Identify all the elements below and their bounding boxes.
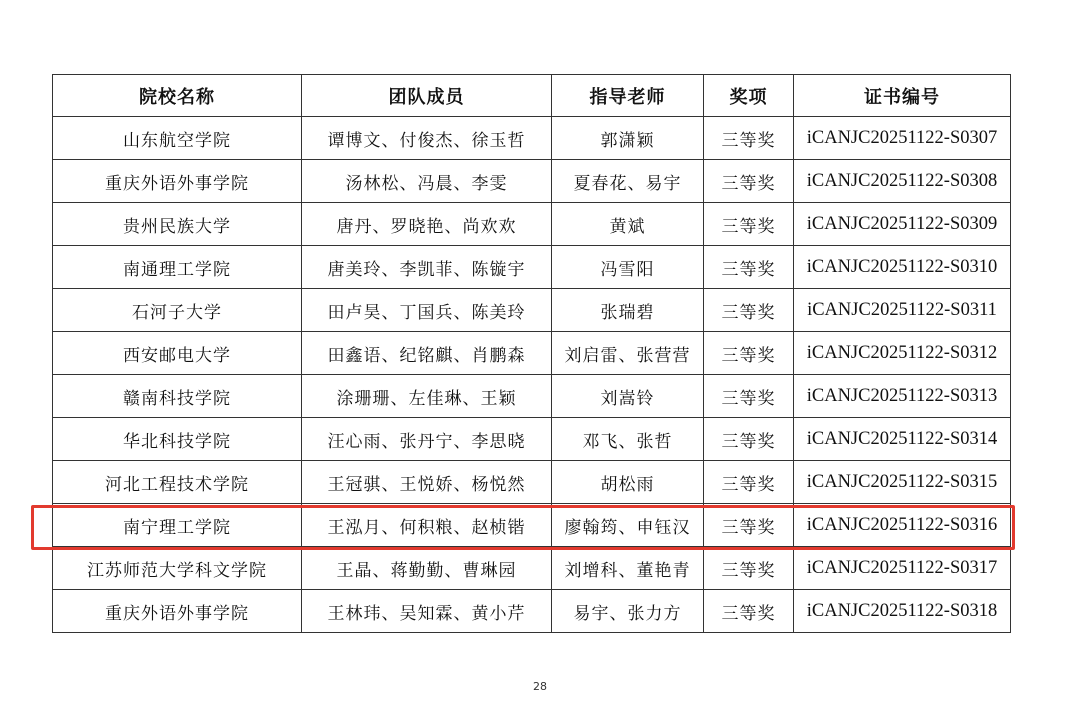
cell-school: 南通理工学院 bbox=[53, 246, 302, 289]
cell-school: 贵州民族大学 bbox=[53, 203, 302, 246]
table-row bbox=[53, 547, 1011, 590]
cell-advisor: 郭潇颖 bbox=[552, 117, 704, 160]
header-advisor: 指导老师 bbox=[552, 75, 704, 117]
cell-certificate-number: iCANJC20251122-S0314 bbox=[794, 418, 1011, 461]
cell-team-members: 田鑫语、纪铭麒、肖鹏森 bbox=[302, 332, 552, 375]
cell-award: 三等奖 bbox=[704, 547, 794, 590]
cell-school: 重庆外语外事学院 bbox=[53, 590, 302, 633]
cell-school: 重庆外语外事学院 bbox=[53, 160, 302, 203]
cell-award: 三等奖 bbox=[704, 332, 794, 375]
cell-certificate-number: iCANJC20251122-S0308 bbox=[794, 160, 1011, 203]
cell-award: 三等奖 bbox=[704, 246, 794, 289]
cell-advisor: 邓飞、张哲 bbox=[552, 418, 704, 461]
cell-award: 三等奖 bbox=[704, 203, 794, 246]
cell-certificate-number: iCANJC20251122-S0310 bbox=[794, 246, 1011, 289]
cell-certificate-number: iCANJC20251122-S0312 bbox=[794, 332, 1011, 375]
cell-award: 三等奖 bbox=[704, 289, 794, 332]
cell-school: 赣南科技学院 bbox=[53, 375, 302, 418]
cell-team-members: 唐美玲、李凯菲、陈镟宇 bbox=[302, 246, 552, 289]
cell-school: 西安邮电大学 bbox=[53, 332, 302, 375]
table-row bbox=[53, 418, 1011, 461]
cell-team-members: 汤林松、冯晨、李雯 bbox=[302, 160, 552, 203]
cell-advisor: 易宇、张力方 bbox=[552, 590, 704, 633]
cell-certificate-number: iCANJC20251122-S0316 bbox=[794, 504, 1011, 547]
cell-certificate-number: iCANJC20251122-S0307 bbox=[794, 117, 1011, 160]
table-body bbox=[53, 117, 1011, 633]
header-certificate-number: 证书编号 bbox=[794, 75, 1011, 117]
cell-award: 三等奖 bbox=[704, 117, 794, 160]
cell-certificate-number: iCANJC20251122-S0309 bbox=[794, 203, 1011, 246]
cell-team-members: 王冠骐、王悦娇、杨悦然 bbox=[302, 461, 552, 504]
page-number: 28 bbox=[533, 680, 547, 693]
cell-certificate-number: iCANJC20251122-S0315 bbox=[794, 461, 1011, 504]
cell-team-members: 王林玮、吴知霖、黄小芹 bbox=[302, 590, 552, 633]
awards-table bbox=[52, 74, 1011, 633]
table-row bbox=[53, 332, 1011, 375]
cell-team-members: 涂珊珊、左佳琳、王颖 bbox=[302, 375, 552, 418]
cell-school: 南宁理工学院 bbox=[53, 504, 302, 547]
table-row bbox=[53, 203, 1011, 246]
cell-school: 石河子大学 bbox=[53, 289, 302, 332]
cell-school: 河北工程技术学院 bbox=[53, 461, 302, 504]
cell-certificate-number: iCANJC20251122-S0318 bbox=[794, 590, 1011, 633]
cell-advisor: 刘嵩铃 bbox=[552, 375, 704, 418]
table-row bbox=[53, 289, 1011, 332]
header-team-members: 团队成员 bbox=[302, 75, 552, 117]
cell-advisor: 冯雪阳 bbox=[552, 246, 704, 289]
table-row bbox=[53, 117, 1011, 160]
cell-team-members: 谭博文、付俊杰、徐玉哲 bbox=[302, 117, 552, 160]
cell-award: 三等奖 bbox=[704, 418, 794, 461]
table-row bbox=[53, 375, 1011, 418]
cell-team-members: 王晶、蒋勤勤、曹琳园 bbox=[302, 547, 552, 590]
table-row bbox=[53, 461, 1011, 504]
table-row bbox=[53, 504, 1011, 547]
cell-team-members: 王泓月、何积粮、赵桢锴 bbox=[302, 504, 552, 547]
cell-advisor: 刘增科、董艳青 bbox=[552, 547, 704, 590]
cell-advisor: 夏春花、易宇 bbox=[552, 160, 704, 203]
cell-award: 三等奖 bbox=[704, 504, 794, 547]
cell-advisor: 黄斌 bbox=[552, 203, 704, 246]
header-school: 院校名称 bbox=[53, 75, 302, 117]
cell-advisor: 胡松雨 bbox=[552, 461, 704, 504]
cell-award: 三等奖 bbox=[704, 375, 794, 418]
table-row bbox=[53, 590, 1011, 633]
cell-award: 三等奖 bbox=[704, 461, 794, 504]
cell-award: 三等奖 bbox=[704, 590, 794, 633]
cell-team-members: 唐丹、罗晓艳、尚欢欢 bbox=[302, 203, 552, 246]
table-header-row bbox=[53, 75, 1011, 117]
cell-advisor: 廖翰筠、申钰汉 bbox=[552, 504, 704, 547]
cell-certificate-number: iCANJC20251122-S0317 bbox=[794, 547, 1011, 590]
cell-advisor: 张瑞碧 bbox=[552, 289, 704, 332]
table-row bbox=[53, 160, 1011, 203]
header-award: 奖项 bbox=[704, 75, 794, 117]
cell-school: 江苏师范大学科文学院 bbox=[53, 547, 302, 590]
cell-certificate-number: iCANJC20251122-S0311 bbox=[794, 289, 1011, 332]
cell-team-members: 田卢昊、丁国兵、陈美玲 bbox=[302, 289, 552, 332]
cell-team-members: 汪心雨、张丹宁、李思晓 bbox=[302, 418, 552, 461]
table-row bbox=[53, 246, 1011, 289]
cell-school: 山东航空学院 bbox=[53, 117, 302, 160]
cell-school: 华北科技学院 bbox=[53, 418, 302, 461]
cell-award: 三等奖 bbox=[704, 160, 794, 203]
cell-certificate-number: iCANJC20251122-S0313 bbox=[794, 375, 1011, 418]
cell-advisor: 刘启雷、张营营 bbox=[552, 332, 704, 375]
